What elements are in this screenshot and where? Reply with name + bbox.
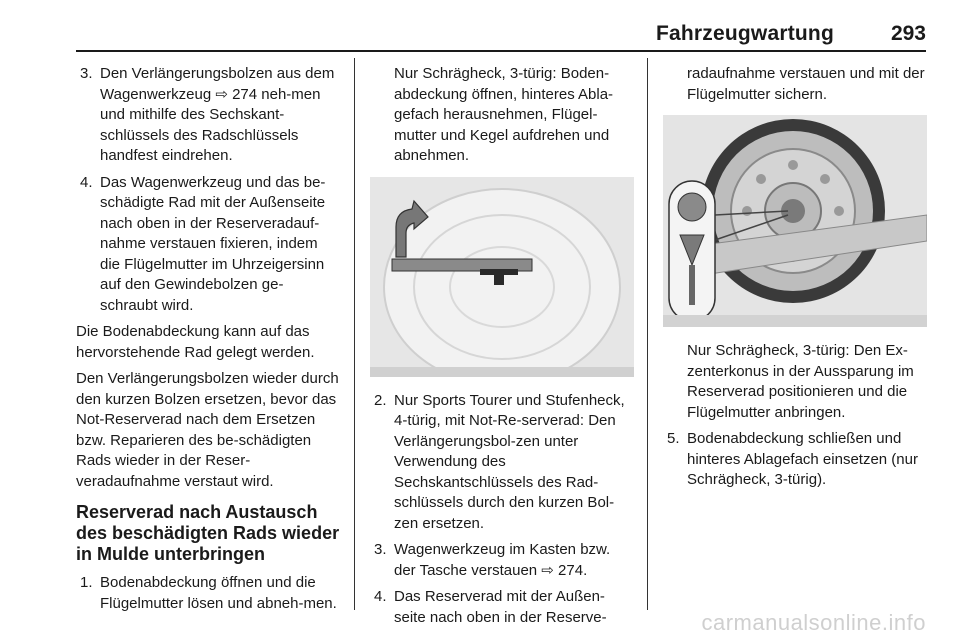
column-divider-2 [647, 58, 648, 610]
list-number: 4. [80, 173, 93, 191]
list-number: 2. [374, 391, 387, 409]
list-text: Bodenabdeckung schließen und hinteres Ablagefach einsetzen (nur Schrägheck, 3-türig). [687, 430, 918, 488]
figure-caption: Nur Schrägheck, 3-türig: Den Ex-zenterkonus in der Aussparung im Reserverad positionieren und die Flügelmutter anbringen. [687, 342, 914, 421]
list-text: Das Wagenwerkzeug und das be-schädigte Rad mit der Außenseite nach oben in der Reserveradauf-nahme verstauen fixieren, indem die Flügelmutter im Uhrzeigersinn auf den Gewindebolzen ge-schraubt wird. [100, 173, 326, 314]
column-3 [663, 64, 927, 497]
list-text: Nur Sports Tourer und Stufenheck, 4-türig, mit Not-Re-serverad: Den Verlängerungsbol-zen unter Verwendung des Sechskantschlüssels des Rad-schlüssels durch den kurzen Bol-zen ersetzen. [394, 391, 625, 532]
header-rule [76, 50, 926, 52]
list-text: Den Verlängerungsbolzen aus dem Wagenwerkzeug ⇨ 274 neh-men und mithilfe des Sechskant-schlüssels des Radschlüssels handfest eindrehen. [100, 65, 335, 164]
list-text: Bodenabdeckung öffnen und die Flügelmutter lösen und abneh-men. [100, 574, 337, 612]
list-number: 4. [374, 588, 387, 605]
list-item-5 [663, 429, 927, 491]
list-number: 3. [374, 541, 387, 558]
spare-wheel-cover-illustration [370, 177, 634, 377]
list-item-4 [76, 173, 340, 317]
list-number: 3. [80, 65, 93, 82]
list-number: 5. [667, 430, 680, 447]
paragraph: radaufnahme verstauen und mit der Flügelmutter sichern. [687, 65, 925, 103]
column-1 [76, 64, 340, 620]
list-text: Wagenwerkzeug im Kasten bzw. der Tasche verstauen ⇨ 274. [394, 541, 611, 579]
section-heading: Reserverad nach Austausch des beschädigten Rads wieder in Mulde unterbringen [76, 502, 340, 564]
page-header [76, 22, 926, 50]
section-title: Fahrzeugwartung [655, 22, 834, 45]
list-text: Das Reserverad mit der Außen-seite nach oben in der Reserve- [394, 588, 607, 626]
list-item-4 [370, 587, 634, 628]
paragraph: Den Verlängerungsbolzen wieder durch den kurzen Bolzen ersetzen, bevor das Not-Reserverad nach dem Ersetzen bzw. Reparieren des be-schädigten Rads wieder in der Reser-veradaufnahme verstaut wird. [76, 370, 339, 490]
page-number: 293 [890, 22, 926, 45]
list-number: 1. [80, 574, 93, 591]
spare-wheel-cone-illustration [663, 115, 927, 327]
list-item-2 [370, 391, 634, 535]
list-item-1 [76, 573, 340, 614]
column-2 [370, 64, 634, 634]
list-item-3 [370, 540, 634, 581]
watermark: carmanualsonline.info [701, 610, 926, 635]
paragraph: Die Bodenabdeckung kann auf das hervorstehende Rad gelegt werden. [76, 323, 315, 361]
list-item-3 [76, 64, 340, 167]
column-divider-1 [354, 58, 355, 610]
paragraph: Nur Schrägheck, 3-türig: Boden-abdeckung öffnen, hinteres Abla-gefach herausnehmen, Flügel-mutter und Kegel aufdrehen und abnehmen. [394, 65, 614, 164]
